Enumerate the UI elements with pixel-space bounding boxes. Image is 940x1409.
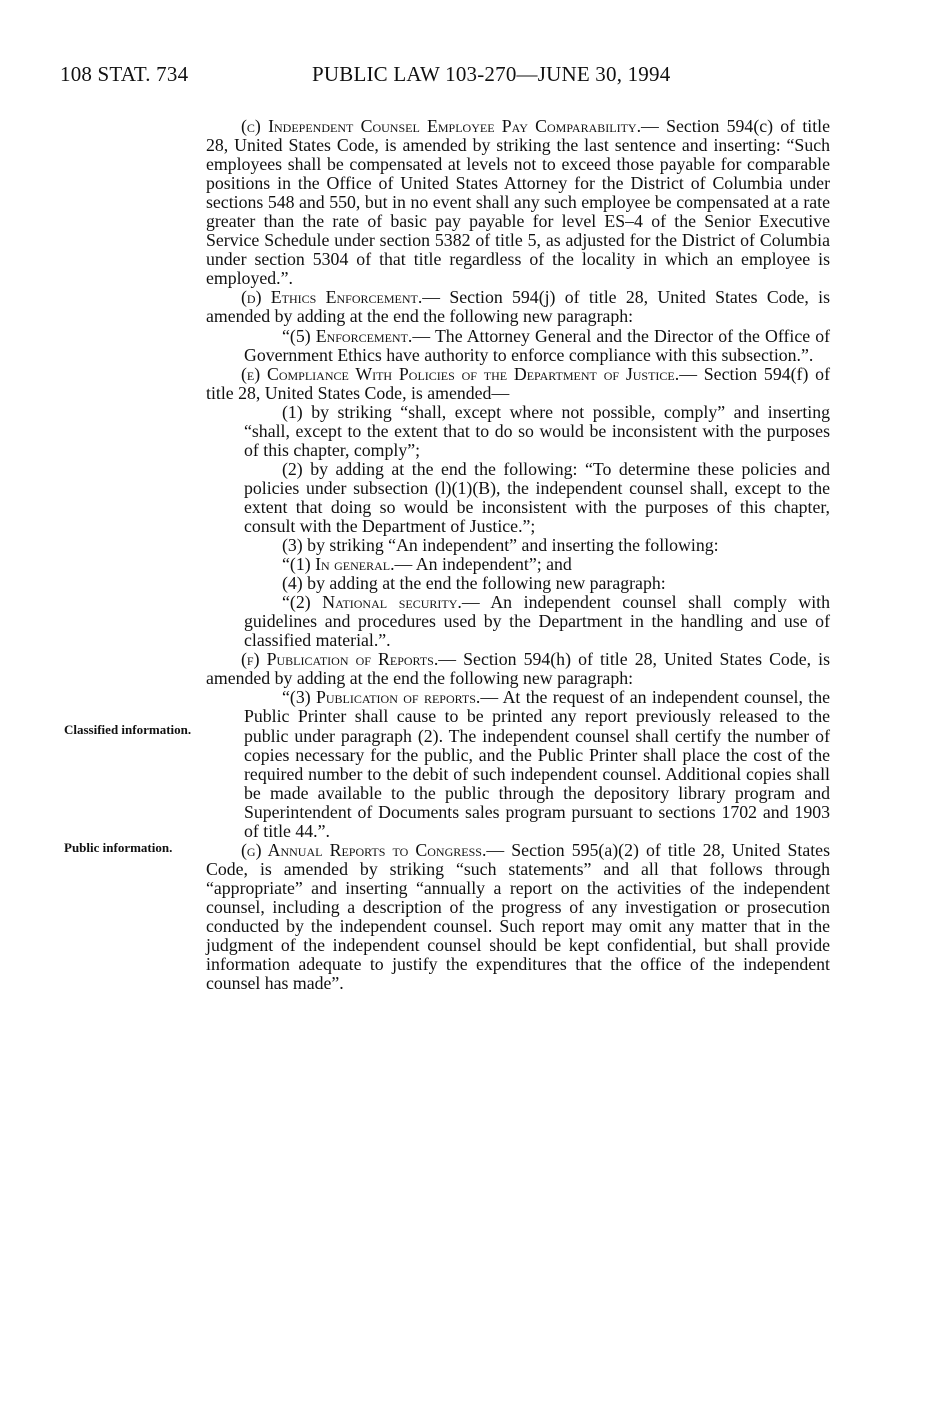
text-d5: The Attorney General and the Director of the Office of Government Ethics have authority to enforce compliance with this subsection.”.: [244, 325, 831, 365]
paragraph-e3-1: [206, 555, 830, 574]
paragraph-g: [206, 841, 830, 993]
text-e1: (1) by striking “shall, except where not possible, comply” and inserting “shall, except to the extent that to do so would be inconsistent with the purposes of this chapter, comply”;: [244, 401, 830, 460]
text-g: Section 595(a)(2) of title 28, United States Code, is amended by striking “such statements” and all that follows through “appropriate” and inserting “annually a report on the activities of the independent counsel, including a description of the progress of any investigation or prosecution conducted by the independent counsel. Such report may omit any matter that in the judgment of the independent counsel should be kept confidential, but shall provide information adequate to justify the expenditures that the office of the independent counsel has made”.: [206, 839, 830, 994]
heading-d: (d) Ethics Enforcement.—: [241, 287, 441, 308]
text-e: Section 594(f) of title 28, United States Code, is amended—: [206, 363, 830, 403]
paragraph-e4-2: [206, 593, 830, 650]
paragraph-e2: [206, 460, 830, 536]
heading-e: (e) Compliance With Policies of the Department of Justice.—: [241, 363, 697, 384]
statute-body: [206, 117, 830, 993]
paragraph-e3: [206, 536, 830, 555]
paragraph-e: [206, 365, 830, 403]
stat-page-reference: 108 STAT. 734: [60, 62, 189, 86]
paragraph-d5: [206, 327, 830, 365]
margin-note-public: Public information.: [64, 840, 173, 855]
text-e2: (2) by adding at the end the following: “To determine these policies and policies under subsection (l)(1)(B), the independent counsel shall, except to the extent that doing so would be inconsistent with the purposes of this chapter, consult with the Department of Justice.”;: [244, 458, 830, 536]
text-e3: (3) by striking “An independent” and inserting the following:: [282, 535, 719, 556]
text-f3: At the request of an independent counsel, the Public Printer shall cause to be printed any report previously released to the public under paragraph (2). The independent counsel shall certify the number of copies necessary for the public, and the Public Printer shall place the cost of the required number to the debit of such independent counsel. Additional copies shall be made available to the public through the depository library program and Superintendent of Documents sales program pursuant to sections 1702 and 1903 of title 44.”.: [244, 687, 831, 841]
text-d: Section 594(j) of title 28, United States Code, is amended by adding at the end the following new paragraph:: [206, 287, 830, 327]
text-e4: (4) by adding at the end the following new paragraph:: [282, 573, 666, 594]
paragraph-d: [206, 288, 830, 326]
heading-d5: “(5) Enforcement.—: [282, 325, 431, 346]
paragraph-f: [206, 650, 830, 688]
heading-f: (f) Publication of Reports.—: [241, 649, 457, 670]
paragraph-e4: [206, 574, 830, 593]
paragraph-e1: [206, 403, 830, 460]
heading-e3-1: “(1) In general.—: [282, 554, 413, 575]
text-e3-1: An independent”; and: [415, 554, 572, 575]
heading-g: (g) Annual Reports to Congress.—: [241, 839, 505, 860]
public-law-title: PUBLIC LAW 103-270—JUNE 30, 1994: [312, 62, 671, 86]
text-c: Section 594(c) of title 28, United States Code, is amended by striking the last sentence and inserting: “Such employees shall be compensated at levels not to exceed those payable for comparable positions in the Office of United States Attorney for the District of Columbia under sections 548 and 550, but in no event shall any such employee be compensated at a rate greater than the rate of basic pay payable for level ES–4 of the Senior Executive Service Schedule under section 5382 of title 5, as adjusted for the District of Columbia under section 5304 of that title regardless of the locality in which an employee is employed.”.: [206, 116, 831, 289]
text-e4-2: An independent counsel shall comply with guidelines and procedures used by the Department in the handling and use of classified material.”.: [244, 592, 830, 651]
margin-note-classified: Classified information.: [64, 722, 192, 737]
heading-c: (c) Independent Counsel Employee Pay Comparability.—: [241, 116, 659, 136]
text-f: Section 594(h) of title 28, United States Code, is amended by adding at the end the following new paragraph:: [206, 649, 831, 689]
paragraph-f3: [206, 688, 830, 840]
paragraph-c: [206, 117, 830, 288]
heading-f3: “(3) Publication of reports.—: [282, 687, 499, 708]
heading-e4-2: “(2) National security.—: [282, 592, 480, 613]
